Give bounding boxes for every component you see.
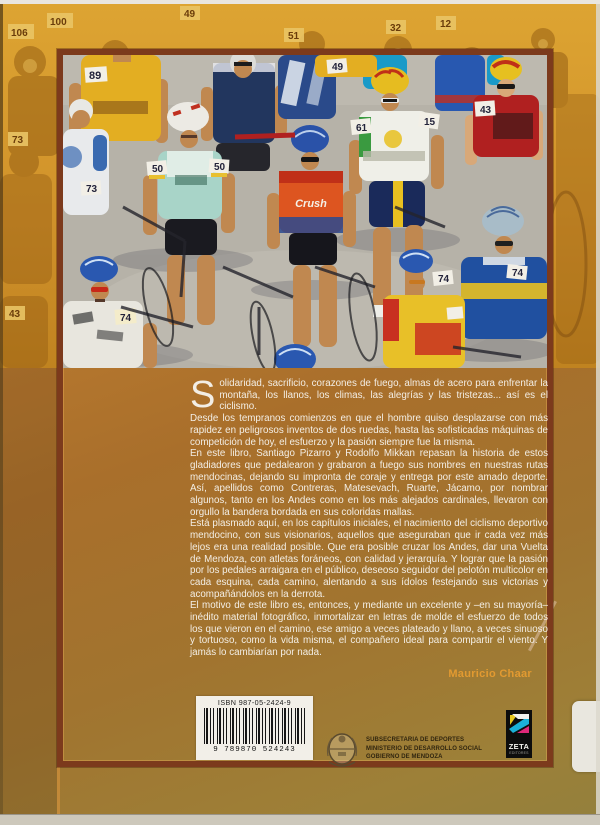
zeta-subtitle: EDITORES: [509, 751, 529, 755]
bib-74-left: 74: [438, 274, 450, 285]
bib-106: 106: [11, 28, 28, 39]
paragraph-5: El motivo de este libro es, entonces, y mediante un excelente y –en su mayoría– inédito material fotográfico, inmortalizar en letras de molde el esfuerzo de todos los que vieron en el camino, ese amigo a veces plateado y llano, a veces sinuoso y tortuoso, como la vida misma, el compañero ideal para compartir el viento. Y jamás lo cambiarían por nada.: [190, 600, 548, 659]
scan-edge-bottom: [0, 814, 600, 825]
ministry-line-1: SUBSECRETARIA DE DEPORTES: [366, 736, 465, 743]
bib-12: 12: [440, 19, 452, 30]
bib-89: 89: [89, 70, 102, 82]
spine-shade: [0, 368, 57, 814]
bib-73: 73: [86, 184, 98, 195]
bib-51: 51: [288, 31, 300, 42]
bib-61-right: 15: [424, 117, 436, 128]
barcode-bars: [204, 708, 305, 744]
ministry-line-2: MINISTERIO DE DESARROLLO SOCIAL: [366, 744, 483, 752]
isbn-text: ISBN 987-05-2424-9: [217, 698, 292, 707]
bib-43-bg: 43: [9, 309, 21, 320]
mendoza-coat-of-arms-icon: [324, 730, 360, 775]
crush-jersey-text: Crush: [295, 198, 327, 210]
zeta-editores-logo: [506, 710, 532, 758]
red-handlebar: [235, 135, 295, 137]
paragraph-1: [190, 374, 548, 416]
bib-50-right: 50: [214, 162, 226, 173]
bib-100: 100: [50, 17, 67, 28]
synopsis-text: [190, 374, 548, 659]
barcode-number: 9 789870 524243: [213, 746, 296, 754]
scan-edge-top: [0, 0, 600, 4]
author-signature: Mauricio Chaar: [448, 668, 532, 680]
bib-74-right: 74: [512, 268, 524, 279]
bib-50-left: 50: [152, 164, 164, 175]
bib-73-bg: 73: [12, 135, 24, 146]
scan-edge-left: [0, 0, 3, 825]
zeta-z-icon: [506, 710, 532, 738]
peloton-color-photo: [63, 55, 547, 368]
paragraph-2: Desde los tempranos comienzos en que el hombre quiso desplazarse con más rapidez en peligrosos inventos de dos ruedas, hasta las sofisticadas máquinas de competición de hoy, el esfuerzo y la pasión siempre fue la misma.: [190, 413, 548, 448]
bib-49: 49: [332, 62, 344, 73]
bib-49-bg: 49: [184, 9, 196, 20]
ministry-line-3: GOBIERNO DE MENDOZA: [366, 753, 443, 761]
bib-32: 32: [390, 23, 402, 34]
zeta-wordmark: ZETA: [508, 742, 530, 751]
publisher-ministry-block: [366, 736, 482, 762]
paragraph-3: En este libro, Santiago Pizarro y Rodolfo Mikkan repasan la historia de estos gladiadores que pedalearon y grabaron a fuego sus nombres en nuestras rutas mendocinas, dejando su impronta de coraje y entrega por este amado deporte. Así, apellidos como Contreras, Matesevach, Ruarte, Jácamo, por nombrar algunos, tanto en los Andes como en los más alejados cardinales, llevaron con orgullo la bandera bordada en sus coloridas mallas.: [190, 448, 548, 518]
paragraph-4: Está plasmado aquí, en los capítulos iniciales, el nacimiento del ciclismo deportivo mendocino, con sus visionarios, aquellos que aseguraban que ir cada vez más lejos era una realidad posible. Que era posible cruzar los Andes, dar una Vuelta de Mendoza, con atletas foráneos, con calidad y jerarquía. Y lograr que la pasión por los pedales arraigara en el público, deseoso seguidor del pelotón multicolor en cada esquina, cada camino, alentando a sus ídolos festejando sus victorias y acompañándolos en la derrota.: [190, 518, 548, 600]
paragraph-1-text: olidaridad, sacrificio, corazones de fuego, almas de acero para enfrentar la montaña, los llanos, los climas, las alegrías y las tristezas... así es el ciclismo.: [219, 378, 548, 413]
bib-15: 43: [480, 105, 492, 116]
scan-edge-right: [596, 0, 600, 825]
rider-49: [315, 55, 377, 77]
drop-cap: S: [190, 374, 216, 416]
peloton-photo-art: [63, 55, 547, 368]
barcode-label: [196, 696, 313, 760]
bib-61-left: 61: [356, 123, 368, 134]
bib-43: 74: [120, 313, 132, 324]
